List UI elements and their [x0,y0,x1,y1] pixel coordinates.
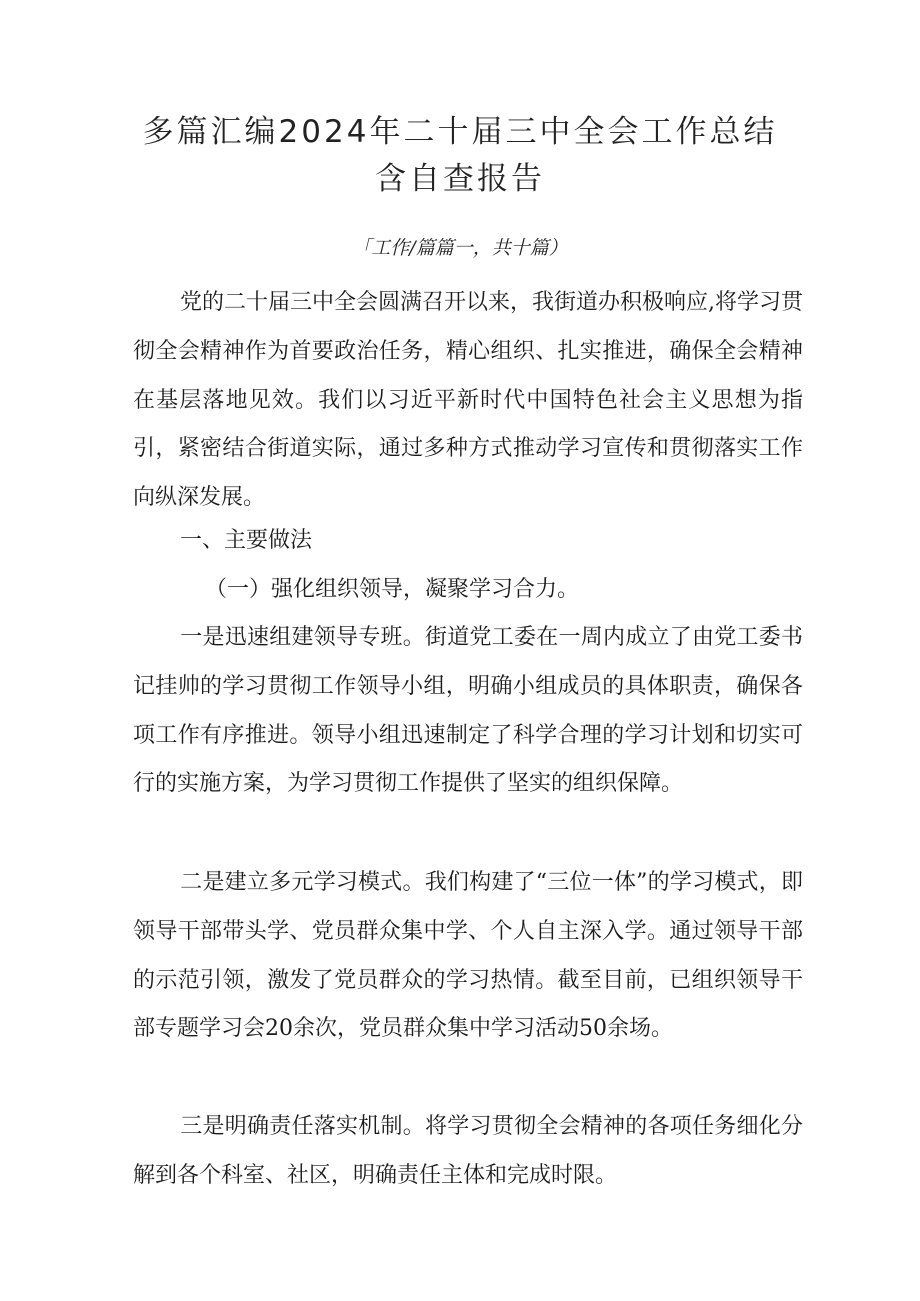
document-title-line1: 多篇汇编2024年二十届三中全会工作总结 [142,114,778,150]
subsection-heading: （一）强化组织领导，凝聚学习合力。 [205,577,580,602]
point-3-text: 三是明确责任落实机制。将学习贯彻全会精神的各项任务细化分解到各个科室、社区，明确责任主体和完成时限。 [133,1114,803,1188]
point-paragraph-3 [133,1103,803,1201]
document-title-line2: 含自查报告 [375,161,545,197]
point-1-text: 一是迅速组建领导专班。街道党工委在一周内成立了由党工委书记挂帅的学习贯彻工作领导小组，明确小组成员的具体职责，确保各项工作有序推进。领导小组迅速制定了科学合理的学习计划和切实可行的实施方案，为学习贯彻工作提供了坚实的组织保障。 [133,625,803,797]
point-paragraph-2 [133,859,803,1054]
document-subtitle: 「工作/篇篇一，共十篇） [352,237,568,259]
intro-text: 党的二十届三中全会圆满召开以来，我街道办积极响应,将学习贯彻全会精神作为首要政治任务，精心组织、扎实推进，确保全会精神在基层落地见效。我们以习近平新时代中国特色社会主义思想为指引，紧密结合街道实际，通过多种方式推动学习宣传和贯彻落实工作向纵深发展。 [133,290,803,511]
point-2-text: 二是建立多元学习模式。我们构建了“三位一体”的学习模式，即领导干部带头学、党员群众集中学、个人自主深入学。通过领导干部的示范引领，激发了党员群众的学习热情。截至目前，已组织领导干部专题学习会20余次，党员群众集中学习活动50余场。 [133,870,803,1042]
section-heading: 一、主要做法 [180,528,313,553]
intro-paragraph [133,279,803,523]
point-paragraph-1 [133,614,803,809]
